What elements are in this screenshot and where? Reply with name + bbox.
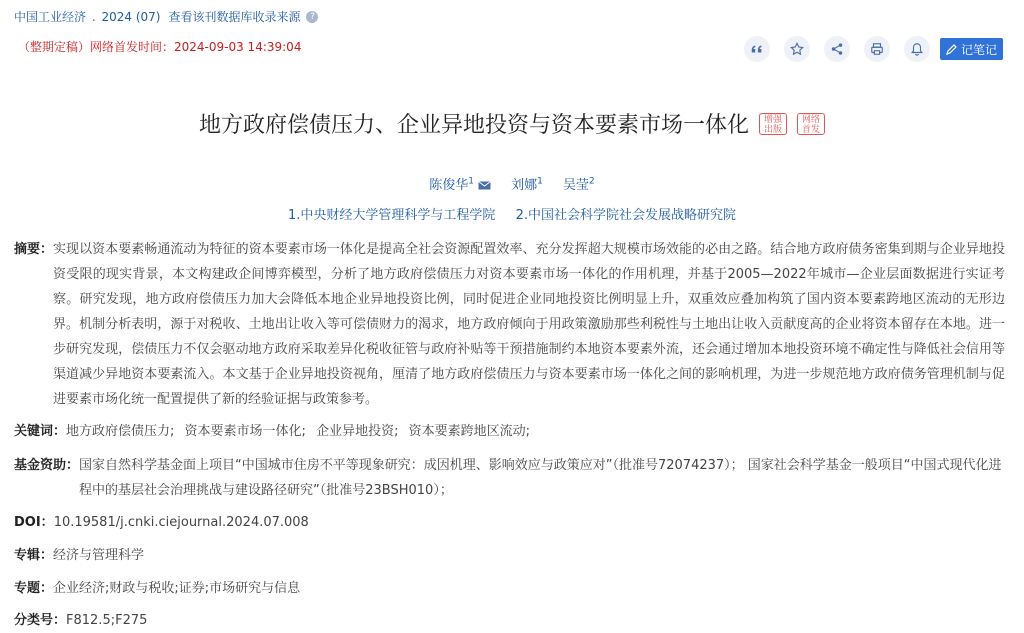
keyword-link[interactable]: 企业异地投资; xyxy=(316,424,399,439)
keyword-link[interactable]: 资本要素跨地区流动; xyxy=(408,424,530,439)
article-title-row xyxy=(0,108,1024,139)
bell-icon[interactable] xyxy=(904,36,930,62)
affiliation-list xyxy=(0,204,1024,223)
help-icon[interactable]: ? xyxy=(306,11,318,23)
author-name: 刘娜 xyxy=(511,178,538,193)
badge-enhanced: 增强出版 xyxy=(763,114,782,135)
author-list xyxy=(0,174,1024,193)
series-value: 经济与管理科学 xyxy=(53,548,145,563)
classification-value: F812.5;F275 xyxy=(66,613,148,628)
doi-section xyxy=(14,510,309,535)
take-notes-label: 记笔记 xyxy=(961,42,998,57)
keywords-section xyxy=(14,419,536,444)
series-label: 专辑： xyxy=(14,548,54,563)
fund-section xyxy=(14,453,1012,503)
doi-value: 10.19581/j.cnki.ciejournal.2024.07.008 xyxy=(53,515,309,530)
author-sup: 1 xyxy=(468,176,474,187)
affiliation-link[interactable]: 1.中央财经大学管理科学与工程学院 xyxy=(288,208,496,223)
keyword-link[interactable]: 地方政府偿债压力; xyxy=(66,424,175,439)
badge-online-first: 网络首发 xyxy=(801,114,820,135)
classification-section xyxy=(14,608,147,633)
series-section xyxy=(14,543,144,568)
affiliation-link[interactable]: 2.中国社会科学院社会发展战略研究院 xyxy=(515,208,736,223)
separator: . xyxy=(88,9,100,24)
author-link[interactable] xyxy=(563,178,595,193)
subject-value: 企业经济;财政与税收;证券;市场研究与信息 xyxy=(53,581,301,596)
author-sup: 2 xyxy=(589,176,595,187)
subject-label: 专题： xyxy=(14,581,54,596)
print-icon[interactable] xyxy=(864,36,890,62)
take-notes-button[interactable] xyxy=(940,38,1003,60)
abstract-section xyxy=(14,237,1012,412)
db-source-link[interactable]: 查看该刊数据库收录来源 xyxy=(168,10,301,24)
mail-icon[interactable] xyxy=(478,181,491,190)
keywords-label: 关键词： xyxy=(14,424,67,439)
abstract-label: 摘要： xyxy=(14,242,54,257)
issue-link[interactable]: 2024 (07) xyxy=(101,9,161,24)
subject-section xyxy=(14,576,300,601)
share-icon[interactable] xyxy=(824,36,850,62)
abstract-text: 实现以资本要素畅通流动为特征的资本要素市场一体化是提高全社会资源配置效率、充分发挥超大规模市场效能的必由之路。结合地方政府债务密集到期与企业异地投资受限的现实背景，本文构建政企间博弈模型，分析了地方政府偿债压力对资本要素市场一体化的作用机理，并基于2005—2022年城市—企业层面数据进行实证考察。研究发现，地方政府偿债压力加大会降低本地企业异地投资比例，同时促进企业同地投资比例明显上升，双重效应叠加构筑了国内资本要素跨地区流动的无形边界。机制分析表明，源于对税收、土地出让收入等可偿债财力的渴求，地方政府倾向于用政策激励那些利税性与土地出让收入贡献度高的企业将资本留存在本地。进一步研究发现，偿债压力不仅会驱动地方政府采取差异化税收征管与政府补贴等干预措施制约本地资本要素外流，还会通过增加本地投资环境不确定性与降低社会信用等渠道减少异地资本要素流入。本文基于企业异地投资视角，厘清了地方政府偿债压力与资本要素市场一体化之间的影响机理，为进一步规范地方政府债务管理机制与促进要素市场化统一配置提供了新的经验证据与政策参考。 xyxy=(53,242,1006,407)
journal-link[interactable]: 中国工业经济 xyxy=(14,10,87,24)
enhanced-publication-badge[interactable] xyxy=(759,113,787,135)
author-link[interactable] xyxy=(429,178,491,193)
doi-label: DOI： xyxy=(14,515,54,530)
star-icon[interactable] xyxy=(784,36,810,62)
author-link[interactable] xyxy=(511,178,543,193)
keyword-link[interactable]: 资本要素市场一体化; xyxy=(184,424,306,439)
classification-label: 分类号： xyxy=(14,613,67,628)
online-first-badge xyxy=(797,113,825,135)
quote-icon[interactable] xyxy=(744,36,770,62)
pencil-icon xyxy=(946,43,958,55)
author-sup: 1 xyxy=(537,176,543,187)
source-line xyxy=(14,8,318,25)
toolbar xyxy=(744,36,1003,62)
author-name: 陈俊华 xyxy=(429,178,469,193)
fund-label: 基金资助： xyxy=(14,458,80,473)
fund-text[interactable]: 国家自然科学基金面上项目“中国城市住房不平等现象研究：成因机理、影响效应与政策应对”（批准号72074237）； 国家社会科学基金一般项目“中国式现代化进程中的基层社会治理挑战与建设路径研究”（批准号23BSH010）； xyxy=(79,458,1002,498)
article-title: 地方政府偿债压力、企业异地投资与资本要素市场一体化 xyxy=(198,113,749,138)
publish-time: （整期定稿）网络首发时间：2024-09-03 14:39:04 xyxy=(18,40,302,54)
author-name: 吴莹 xyxy=(563,178,590,193)
